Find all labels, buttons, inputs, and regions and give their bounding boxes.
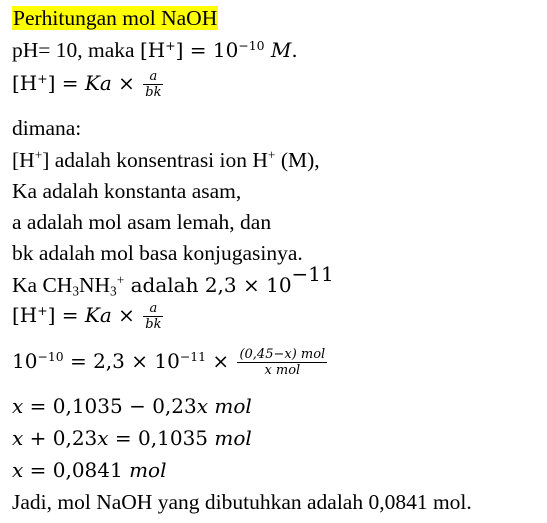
eq-x-2: x + 0,23x = 0,1035 mol [12, 426, 252, 450]
title-highlight: Perhitungan mol NaOH [13, 6, 218, 30]
ph-equation: $[H^+] = 10^{-10}$ M. [139, 38, 298, 62]
title-line [12, 8, 218, 30]
fraction-a-bk: $\frac{a}{bk}$ [145, 69, 162, 100]
ka-value-line: Ka $CH_3NH_3^+$ adalah $2,3 \times 10^{-11}$ [12, 262, 334, 299]
def-h-line: [H+] adalah konsentrasi ion H+ (M), [12, 147, 320, 172]
eq-x-1: x = 0,1035 − 0,23x mol [12, 394, 252, 418]
def-ka-line: Ka adalah konstanta asam, [12, 179, 242, 203]
def-a-line: a adalah mol asam lemah, dan [12, 210, 272, 234]
fraction-a-bk-2: $\frac{a}{bk}$ [145, 301, 162, 332]
fraction-mol: $\frac{\text{(0,45−x) mol}}{\text{x mol}}$ [239, 347, 326, 378]
ka-formula: [H+] = Ka × $\frac{a}{bk}$ [12, 69, 162, 100]
ka-formula-repeat: [H+] = Ka × $\frac{a}{bk}$ [12, 301, 162, 332]
conclusion-line: Jadi, mol NaOH yang dibutuhkan adalah 0,0841 mol. [12, 490, 472, 514]
substitution-line [12, 348, 329, 377]
def-bk-line: bk adalah mol basa konjugasinya. [12, 241, 303, 265]
substitution-equation: $10^{-10} = 2,3 \times 10^{-11}$ × $\frac{\text{(0,45−x) mol}}{\text{x mol}}$ [12, 347, 326, 378]
ka-formula-line-1 [12, 70, 165, 99]
ph-intro: pH= 10, maka [12, 38, 140, 62]
ka-formula-line-2 [12, 302, 165, 331]
dimana-line: dimana: [12, 116, 82, 140]
eq-x-3: x = 0,0841 mol [12, 458, 167, 482]
ph-line [12, 40, 298, 62]
